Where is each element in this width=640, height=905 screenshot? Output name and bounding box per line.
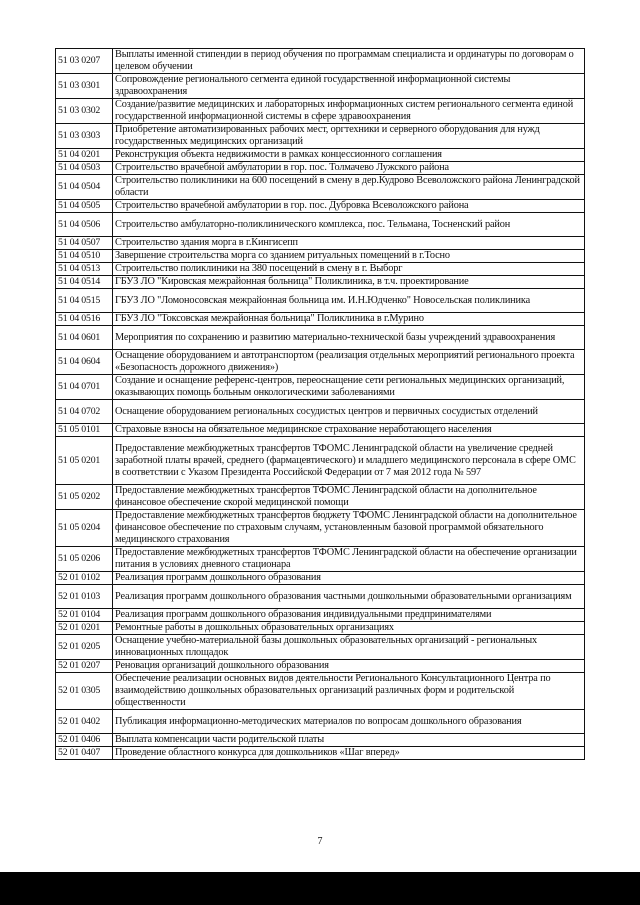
description-cell: Публикация информационно-методических материалов по вопросам дошкольного образования [113, 710, 585, 734]
description-cell: Оснащение оборудованием и автотранспортом (реализация отдельных мероприятий регионального проекта «Безопасность дорожного движения») [113, 350, 585, 375]
scan-bottom-bar [0, 872, 640, 905]
budget-code-cell: 51 04 0604 [56, 350, 113, 375]
description-cell: Создание/развитие медицинских и лабораторных информационных систем регионального сегмента единой государственной информационной системы в сфере здравоохранения [113, 99, 585, 124]
table-row [56, 289, 585, 313]
description-cell: Реализация программ дошкольного образования [113, 572, 585, 585]
table-row [56, 747, 585, 760]
description-cell: ГБУЗ ЛО "Кировская межрайонная больница" Поликлиника, в т.ч. проектирование [113, 276, 585, 289]
description-cell: Страховые взносы на обязательное медицинское страхование неработающего населения [113, 424, 585, 437]
budget-code-cell: 51 04 0702 [56, 400, 113, 424]
table-row [56, 622, 585, 635]
table-row [56, 734, 585, 747]
table-row [56, 263, 585, 276]
budget-code-cell: 51 04 0510 [56, 250, 113, 263]
budget-code-cell: 51 03 0302 [56, 99, 113, 124]
description-cell: Обеспечение реализации основных видов деятельности Регионального Консультационного Центра по взаимодействию дошкольных образовательных организаций различных форм и родительской общественности [113, 673, 585, 710]
description-cell: Строительство врачебной амбулатории в гор. пос. Дубровка Всеволожского района [113, 200, 585, 213]
table-row [56, 99, 585, 124]
budget-code-cell: 52 01 0305 [56, 673, 113, 710]
budget-code-cell: 51 04 0515 [56, 289, 113, 313]
description-cell: Реализация программ дошкольного образования частными дошкольными образовательными организациям [113, 585, 585, 609]
table-row [56, 49, 585, 74]
table-row [56, 124, 585, 149]
description-cell: Предоставление межбюджетных трансфертов ТФОМС Ленинградской области на увеличение средней заработной платы врачей, среднего (фармацевтического) и младшего медицинского персонала в сфере ОМС в соответствии с Указом Президента Российской Федерации от 7 мая 2012 года № 597 [113, 437, 585, 485]
budget-code-cell: 51 05 0206 [56, 547, 113, 572]
description-cell: ГБУЗ ЛО "Ломоносовская межрайонная больница им. И.Н.Юдченко" Новосельская поликлиника [113, 289, 585, 313]
budget-code-cell: 52 01 0407 [56, 747, 113, 760]
description-cell: Реконструкция объекта недвижимости в рамках концессионного соглашения [113, 149, 585, 162]
table-row [56, 485, 585, 510]
description-cell: Приобретение автоматизированных рабочих мест, оргтехники и серверного оборудования для нужд государственных медицинских организаций [113, 124, 585, 149]
description-cell: Строительство поликлиники на 600 посещений в смену в дер.Кудрово Всеволожского района Ленинградской области [113, 175, 585, 200]
budget-code-cell: 51 04 0513 [56, 263, 113, 276]
table-row [56, 635, 585, 660]
table-row [56, 400, 585, 424]
description-cell: Выплаты именной стипендии в период обучения по программам специалиста и ординатуры по договорам о целевом обучении [113, 49, 585, 74]
description-cell: Сопровождение регионального сегмента единой государственной информационной системы здравоохранения [113, 74, 585, 99]
description-cell: Завершение строительства морга со зданием ритуальных помещений в г.Тосно [113, 250, 585, 263]
table-row [56, 585, 585, 609]
budget-code-cell: 51 04 0507 [56, 237, 113, 250]
budget-code-cell: 52 01 0402 [56, 710, 113, 734]
budget-code-cell: 51 04 0516 [56, 313, 113, 326]
budget-code-cell: 52 01 0207 [56, 660, 113, 673]
budget-code-cell: 51 04 0201 [56, 149, 113, 162]
table-row [56, 250, 585, 263]
description-cell: Предоставление межбюджетных трансфертов ТФОМС Ленинградской области на обеспечение организации питания в условиях дневного стационара [113, 547, 585, 572]
budget-code-cell: 51 03 0207 [56, 49, 113, 74]
description-cell: Строительство поликлиники на 380 посещений в смену в г. Выборг [113, 263, 585, 276]
budget-code-cell: 52 01 0104 [56, 609, 113, 622]
description-cell: Строительство амбулаторно-поликлинического комплекса, пос. Тельмана, Тосненский район [113, 213, 585, 237]
page-number: 7 [317, 836, 323, 847]
table-row [56, 313, 585, 326]
description-cell: Ремонтные работы в дошкольных образовательных организациях [113, 622, 585, 635]
budget-code-cell: 52 01 0201 [56, 622, 113, 635]
description-cell: Оснащение учебно-материальной базы дошкольных образовательных организаций - региональных инновационных площадок [113, 635, 585, 660]
description-cell: Проведение областного конкурса для дошкольников «Шаг вперед» [113, 747, 585, 760]
table-row [56, 213, 585, 237]
budget-code-cell: 51 04 0505 [56, 200, 113, 213]
table-row [56, 200, 585, 213]
description-cell: Мероприятия по сохранению и развитию материально-технической базы учреждений здравоохранения [113, 326, 585, 350]
budget-code-cell: 51 04 0503 [56, 162, 113, 175]
table-row [56, 350, 585, 375]
table-row [56, 237, 585, 250]
budget-code-cell: 51 05 0202 [56, 485, 113, 510]
description-cell: Оснащение оборудованием региональных сосудистых центров и первичных сосудистых отделений [113, 400, 585, 424]
budget-code-cell: 51 04 0601 [56, 326, 113, 350]
table-row [56, 547, 585, 572]
table-row [56, 572, 585, 585]
table-row [56, 162, 585, 175]
table-row [56, 710, 585, 734]
table-row [56, 424, 585, 437]
budget-code-cell: 51 04 0504 [56, 175, 113, 200]
budget-code-cell: 51 04 0701 [56, 375, 113, 400]
table-row [56, 276, 585, 289]
table-row [56, 175, 585, 200]
budget-code-table [55, 48, 585, 760]
budget-code-cell: 51 05 0101 [56, 424, 113, 437]
table-row [56, 510, 585, 547]
budget-code-cell: 51 03 0303 [56, 124, 113, 149]
description-cell: Реновация организаций дошкольного образования [113, 660, 585, 673]
budget-code-cell: 52 01 0205 [56, 635, 113, 660]
table-row [56, 609, 585, 622]
table-row [56, 326, 585, 350]
table-row [56, 74, 585, 99]
table-row [56, 673, 585, 710]
description-cell: Выплата компенсации части родительской платы [113, 734, 585, 747]
budget-code-cell: 51 05 0201 [56, 437, 113, 485]
description-cell: Предоставление межбюджетных трансфертов ТФОМС Ленинградской области на дополнительное финансовое обеспечение скорой медицинской помощи [113, 485, 585, 510]
description-cell: Строительство врачебной амбулатории в гор. пос. Толмачево Лужского района [113, 162, 585, 175]
table-row [56, 660, 585, 673]
description-cell: Предоставление межбюджетных трансфертов бюджету ТФОМС Ленинградской области на дополнительное финансовое обеспечение по страховым случаям, установленным базовой программой обязательного медицинского страхования [113, 510, 585, 547]
description-cell: ГБУЗ ЛО "Токсовская межрайонная больница" Поликлиника в г.Мурино [113, 313, 585, 326]
table-row [56, 375, 585, 400]
budget-code-cell: 51 04 0514 [56, 276, 113, 289]
budget-code-cell: 52 01 0406 [56, 734, 113, 747]
description-cell: Реализация программ дошкольного образования индивидуальными предпринимателями [113, 609, 585, 622]
budget-code-cell: 51 03 0301 [56, 74, 113, 99]
description-cell: Строительство здания морга в г.Кингисепп [113, 237, 585, 250]
table-row [56, 437, 585, 485]
description-cell: Создание и оснащение референс-центров, переоснащение сети региональных медицинских организаций, оказывающих помощь больным онкологическими заболеваниями [113, 375, 585, 400]
budget-code-cell: 52 01 0102 [56, 572, 113, 585]
budget-code-cell: 52 01 0103 [56, 585, 113, 609]
budget-code-cell: 51 05 0204 [56, 510, 113, 547]
budget-code-cell: 51 04 0506 [56, 213, 113, 237]
table-row [56, 149, 585, 162]
